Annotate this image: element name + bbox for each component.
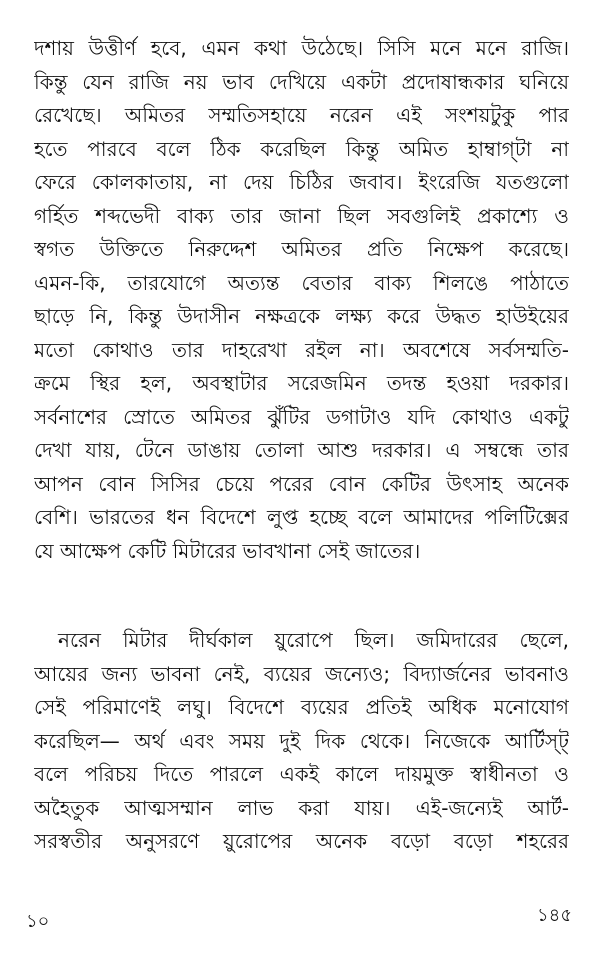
signature-mark: ১০ <box>26 911 50 932</box>
text-line: করেছিল— অর্থ এবং সময় দুই দিক থেকে। নিজেকে আর্টিস্ট্‌ <box>34 728 569 753</box>
text-line: রেখেছে। অমিতর সম্মতিসহায়ে নরেন এই সংশয়টুকু পার <box>34 103 569 127</box>
paragraph-1 <box>34 32 569 568</box>
text-line: ফেরে কোলকাতায়, না দেয় চিঠির জবাব। ইংরেজি যতগুলো <box>34 170 569 194</box>
paragraph-2 <box>34 624 569 859</box>
text-line: সর্বনাশের স্রোতে অমিতর ঝুঁটির ডগাটাও যদি কোথাও একটু <box>34 404 569 429</box>
text-line: গর্হিত শব্দভেদী বাক্য তার জানা ছিল সবগুলিই প্রকাশ্যে ও <box>34 203 569 228</box>
text-line: মতো কোথাও তার দাহরেখা রইল না। অবশেষে সর্বসম্মতি- <box>34 337 569 362</box>
text-line: বলে পরিচয় দিতে পারলে একই কালে দায়মুক্ত স্বাধীনতা ও <box>34 762 569 786</box>
text-line: দেখা যায়, টেনে ডাঙায় তোলা আশু দরকার। এ সম্বন্ধে তার <box>34 438 569 462</box>
text-line: যে আক্ষেপ কেটি মিটারের ভাবখানা সেই জাতের। <box>34 538 421 563</box>
text-line: কিন্তু যেন রাজি নয় ভাব দেখিয়ে একটা প্রদোষান্ধকার ঘনিয়ে <box>34 69 569 94</box>
text-line: সরস্বতীর অনুসরণে য়ুরোপের অনেক বড়ো বড়ো শহরের <box>34 829 569 853</box>
text-line: আপন বোন সিসির চেয়ে পরের বোন কেটির উৎসাহ অনেক <box>34 471 569 496</box>
text-line: আয়ের জন্য ভাবনা নেই, ব্যয়ের জন্যেও; বিদ্যার্জনের ভাবনাও <box>34 661 569 686</box>
text-line: এমন-কি, তারযোগে অত্যন্ত বেতার বাক্য শিলঙে পাঠাতে <box>34 270 569 295</box>
text-line: ক্রমে স্থির হল, অবস্থাটার সরেজমিন তদন্ত হওয়া দরকার। <box>34 371 569 395</box>
text-line: বেশি। ভারতের ধন বিদেশে লুপ্ত হচ্ছে বলে আমাদের পলিটিক্সের <box>34 505 569 529</box>
text-line: অহৈতুক আত্মসম্মান লাভ করা যায়। এই-জন্যেই আর্ট- <box>34 795 569 820</box>
text-line: সেই পরিমাণেই লঘু। বিদেশে ব্যয়ের প্রতিই অধিক মনোযোগ <box>34 695 569 719</box>
text-line: হতে পারবে বলে ঠিক করেছিল কিন্তু অমিত হাম্বাগ্‌টা না <box>34 136 569 161</box>
text-line: স্বগত উক্তিতে নিরুদ্দেশ অমিতর প্রতি নিক্ষেপ করেছে। <box>34 237 569 261</box>
text-line: দশায় উত্তীর্ণ হবে, এমন কথা উঠেছে। সিসি মনে মনে রাজি। <box>34 36 569 60</box>
page-number: ১৪৫ <box>536 905 572 926</box>
text-line: নরেন মিটার দীর্ঘকাল য়ুরোপে ছিল। জমিদারের ছেলে, <box>58 628 569 652</box>
text-line: ছাড়ে নি, কিন্তু উদাসীন নক্ষত্রকে লক্ষ্য করে উদ্ধত হাউইয়ের <box>34 304 569 328</box>
